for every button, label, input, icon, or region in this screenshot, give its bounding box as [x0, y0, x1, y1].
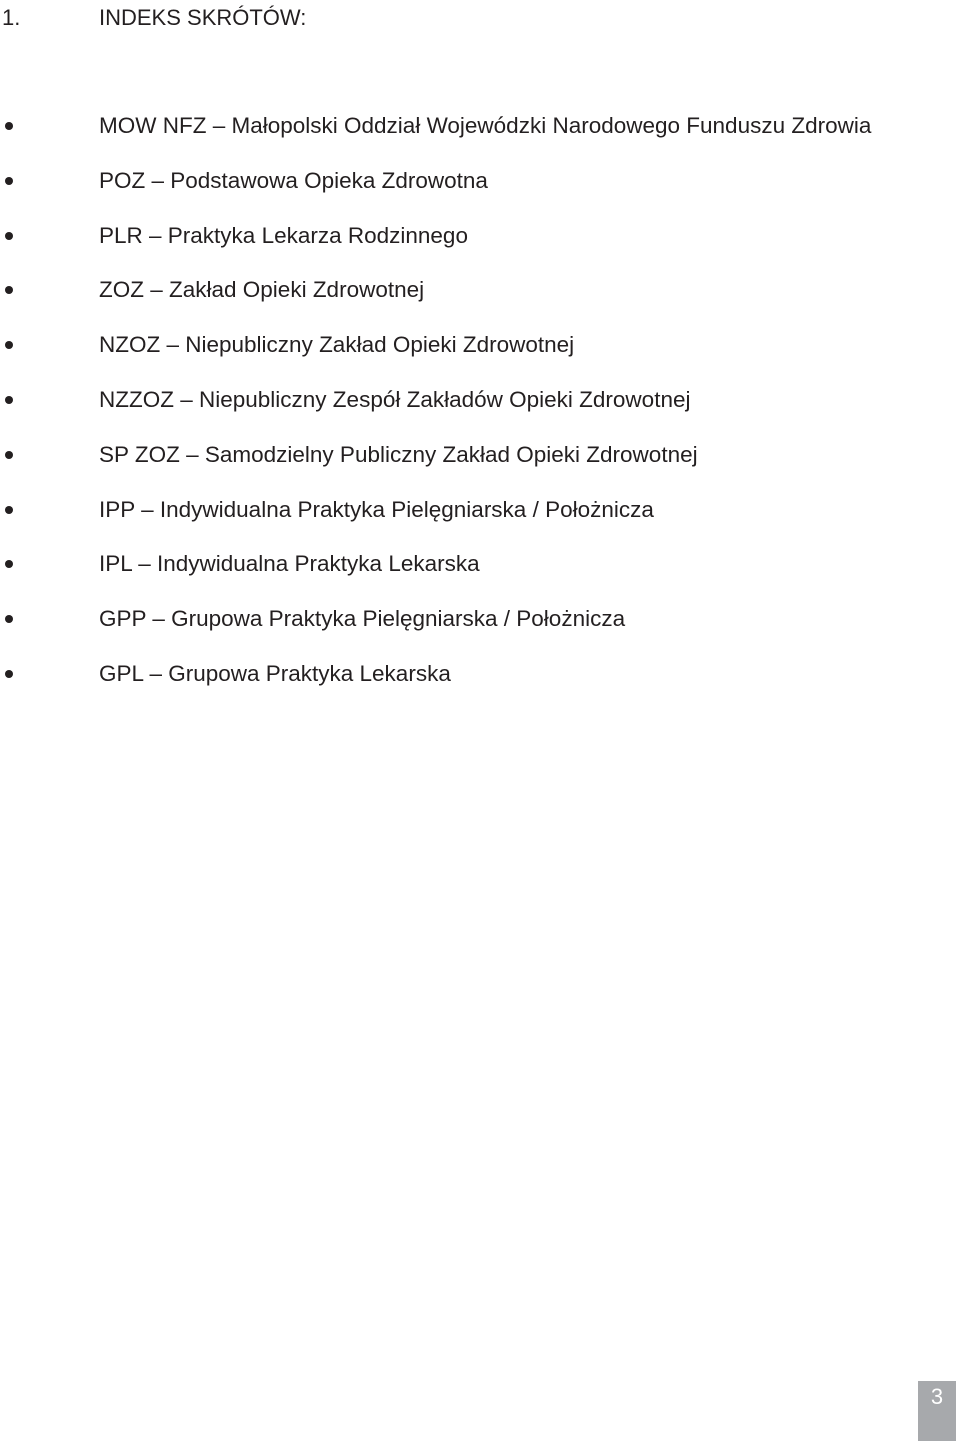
page-number-box [918, 1381, 956, 1441]
abbreviation-list [0, 110, 960, 713]
list-item [0, 329, 960, 384]
list-item [0, 110, 960, 165]
bullet-icon [5, 341, 13, 349]
bullet-icon [5, 232, 13, 240]
list-item [0, 274, 960, 329]
bullet-icon [5, 615, 13, 623]
bullet-icon [5, 560, 13, 568]
abbreviation-text: IPP – Indywidualna Praktyka Pielęgniarska / Położnicza [99, 496, 654, 522]
list-item [0, 548, 960, 603]
abbreviation-text: PLR – Praktyka Lekarza Rodzinnego [99, 222, 468, 248]
bullet-icon [5, 177, 13, 185]
section-number: 1. [2, 5, 21, 30]
abbreviation-text: SP ZOZ – Samodzielny Publiczny Zakład Opieki Zdrowotnej [99, 441, 698, 467]
bullet-icon [5, 670, 13, 678]
bullet-icon [5, 286, 13, 294]
page-number: 3 [930, 1384, 944, 1409]
bullet-icon [5, 396, 13, 404]
list-item [0, 220, 960, 275]
bullet-icon [5, 451, 13, 459]
section-title: INDEKS SKRÓTÓW: [99, 5, 307, 30]
list-item [0, 384, 960, 439]
abbreviation-text: NZOZ – Niepubliczny Zakład Opieki Zdrowotnej [99, 332, 575, 358]
abbreviation-text: ZOZ – Zakład Opieki Zdrowotnej [99, 277, 425, 303]
list-item [0, 165, 960, 220]
abbreviation-text: GPL – Grupowa Praktyka Lekarska [99, 660, 451, 686]
abbreviation-text: GPP – Grupowa Praktyka Pielęgniarska / Położnicza [99, 606, 626, 632]
abbreviation-text: POZ – Podstawowa Opieka Zdrowotna [99, 167, 488, 193]
bullet-icon [5, 122, 13, 130]
list-item [0, 658, 960, 713]
abbreviation-text: IPL – Indywidualna Praktyka Lekarska [99, 551, 480, 577]
abbreviation-text: NZZOZ – Niepubliczny Zespół Zakładów Opieki Zdrowotnej [99, 386, 691, 412]
list-item [0, 603, 960, 658]
bullet-icon [5, 506, 13, 514]
list-item [0, 494, 960, 549]
abbreviation-text: MOW NFZ – Małopolski Oddział Wojewódzki Narodowego Funduszu Zdrowia [99, 113, 872, 138]
list-item [0, 439, 960, 494]
